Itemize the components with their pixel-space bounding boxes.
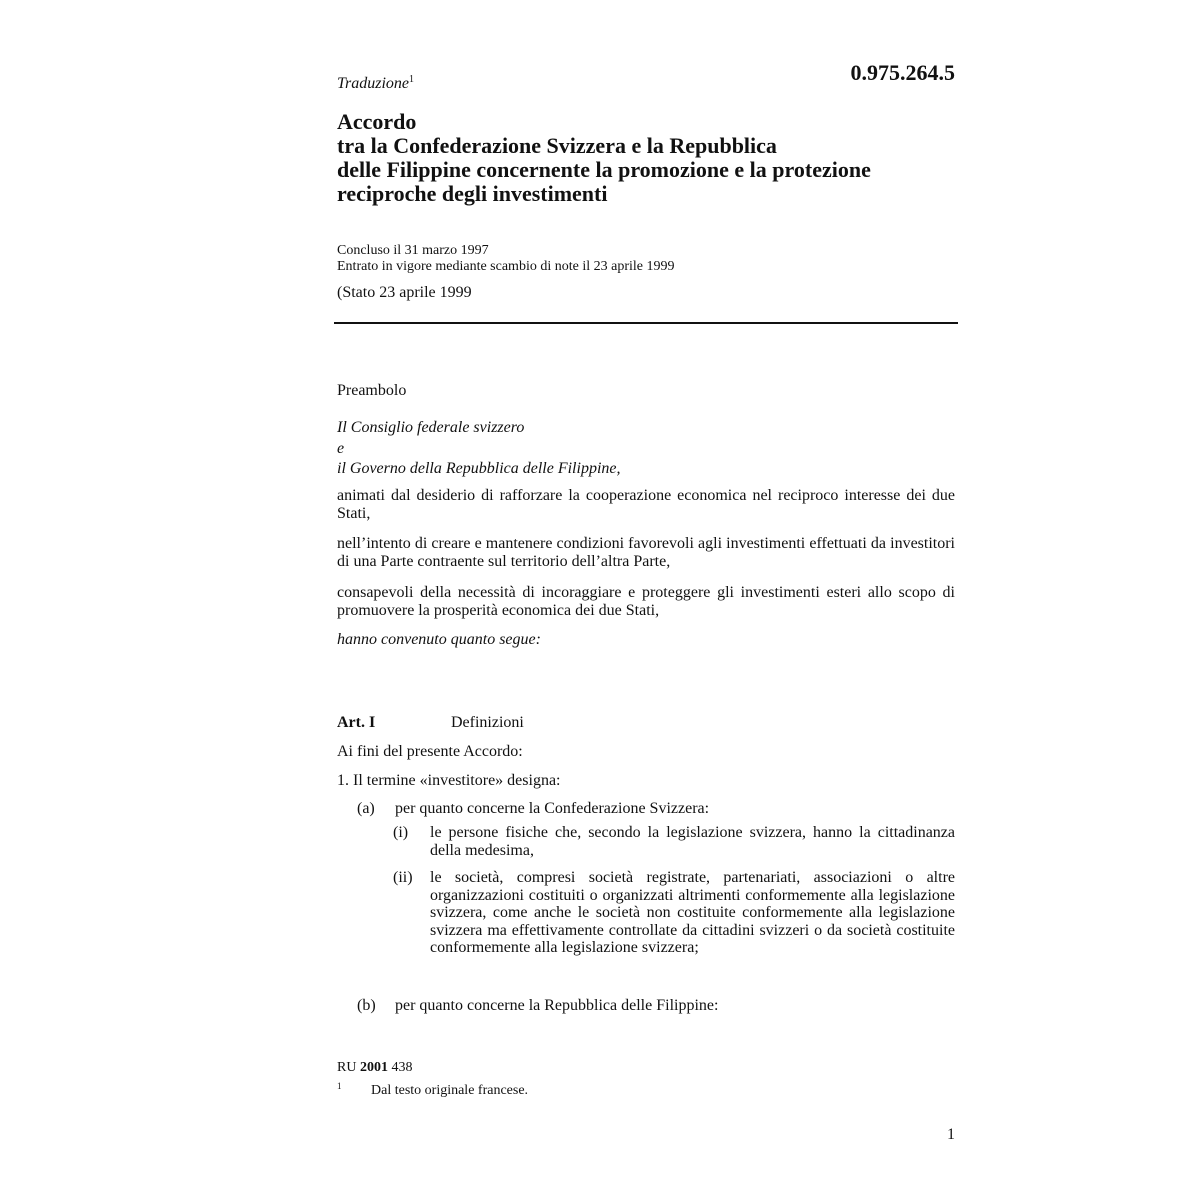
article-item-1: 1. Il termine «investitore» designa: [337,772,561,789]
party-swiss: Il Consiglio federale svizzero [337,419,525,436]
preamble-paragraph-3: consapevoli della necessità di incoraggiare e proteggere gli investimenti esteri allo scopo di promuovere la prosperità economica dei due Stati, [337,584,955,619]
entry-into-force: Entrato in vigore mediante scambio di note il 23 aprile 1999 [337,259,675,274]
list-item-ii [393,869,955,957]
title-line-4: reciproche degli investimenti [337,181,608,206]
footnote [337,1081,528,1099]
ru-reference [337,1060,412,1076]
preamble-paragraph-2: nell’intento di creare e mantenere condizioni favorevoli agli investimenti effettuati da investitori di una Parte contraente sul territorio dell’altra Parte, [337,535,955,570]
item-label-ii: (ii) [393,869,413,886]
party-conjunction: e [337,440,345,457]
translation-text: Traduzione [337,75,410,92]
status-date: (Stato 23 aprile 1999 [337,284,472,301]
article-header [337,714,955,732]
article-number: Art. I [337,714,376,731]
preamble-heading: Preambolo [337,382,407,399]
list-item-a [357,800,957,818]
title-line-2: tra la Confederazione Svizzera e la Repubblica [337,133,777,158]
ru-page: 438 [391,1060,413,1075]
list-item-b [357,997,957,1015]
item-label-a: (a) [357,800,375,817]
document-meta [337,243,957,275]
item-label-b: (b) [357,997,376,1014]
concluded-date: Concluso il 31 marzo 1997 [337,243,489,258]
ru-year: 2001 [359,1060,388,1075]
title-line-1: Accordo [337,109,417,134]
ru-prefix: RU [337,1060,357,1075]
footnote-text: Dal testo originale francese. [371,1083,529,1098]
item-text-a: per quanto concerne la Confederazione Svizzera: [395,800,710,817]
item-text-b: per quanto concerne la Repubblica delle Filippine: [395,997,719,1014]
document-title [337,110,957,206]
sr-number: 0.975.264.5 [850,60,955,85]
footnote-ref[interactable]: 1 [409,74,415,85]
item-text-i: le persone fisiche che, secondo la legislazione svizzera, hanno la cittadinanza della medesima, [430,824,955,859]
translation-label [337,74,414,93]
preamble-paragraph-1: animati dal desiderio di rafforzare la cooperazione economica nel reciproco interesse dei due Stati, [337,487,955,522]
footnote-number: 1 [337,1081,342,1091]
header-divider [334,322,958,324]
list-item-i [393,824,955,859]
page-number: 1 [947,1126,955,1143]
article-intro: Ai fini del presente Accordo: [337,743,523,760]
title-line-3: delle Filippine concernente la promozione e la protezione [337,157,871,182]
party-philippines: il Governo della Repubblica delle Filippine, [337,460,621,477]
preamble-closing: hanno convenuto quanto segue: [337,631,541,648]
article-heading: Definizioni [451,714,524,731]
item-label-i: (i) [393,824,409,841]
item-text-ii: le società, compresi società registrate, partenariati, associazioni o altre organizzazioni costituiti o organizzati altrimenti conformemente alla legislazione svizzera, come anche le società non costituite conformemente alla legislazione svizzera ma effettivamente controllate da cittadini svizzeri o da società costituite conformemente alla legislazione svizzera; [430,869,955,956]
